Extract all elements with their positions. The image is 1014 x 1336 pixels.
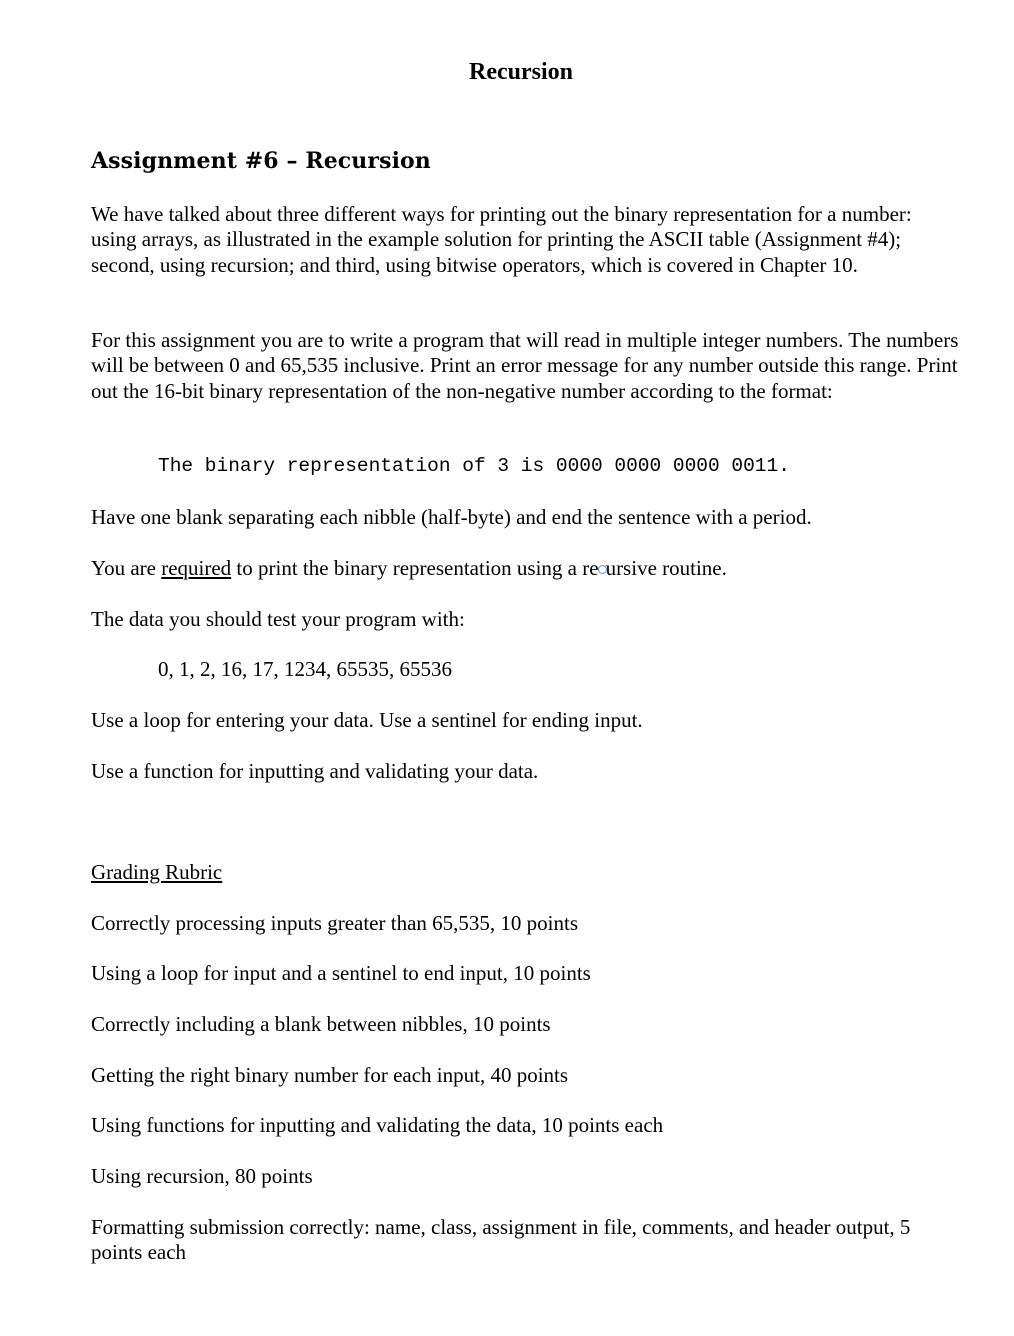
rubric-item: Using recursion, 80 points bbox=[91, 1164, 313, 1188]
test-data-intro: The data you should test your program with: bbox=[91, 607, 465, 631]
required-middle: to print the binary representation using a re bbox=[231, 556, 599, 580]
required-prefix: You are bbox=[91, 556, 162, 580]
rubric-item: Formatting submission correctly: name, class, assignment in file, comments, and header output, 5 points each bbox=[91, 1215, 911, 1265]
rubric-item: Correctly processing inputs greater than 65,535, 10 points bbox=[91, 911, 578, 935]
test-data-values: 0, 1, 2, 16, 17, 1234, 65535, 65536 bbox=[158, 657, 452, 681]
required-emphasis: required bbox=[161, 556, 232, 580]
rubric-item: Using functions for inputting and validating the data, 10 points each bbox=[91, 1113, 664, 1137]
rubric-item: Getting the right binary number for each input, 40 points bbox=[91, 1063, 569, 1087]
intro-paragraph: We have talked about three different ways for printing out the binary representation for a number: using arrays, as illustrated in the example solution for printing the ASCII table (Assignment #4); second, using recursion; and third, using bitwise operators, which is covered in Chapter 10. bbox=[91, 202, 912, 277]
function-note: Use a function for inputting and validating your data. bbox=[91, 759, 539, 783]
loop-note: Use a loop for entering your data. Use a sentinel for ending input. bbox=[91, 708, 643, 732]
assignment-heading: Assignment #6 – Recursion bbox=[91, 148, 431, 174]
format-example: The binary representation of 3 is 0000 0000 0000 0011. bbox=[158, 455, 790, 477]
required-suffix: ursive routine. bbox=[605, 556, 727, 580]
rubric-item: Using a loop for input and a sentinel to end input, 10 points bbox=[91, 961, 591, 985]
nibble-note: Have one blank separating each nibble (half-byte) and end the sentence with a period. bbox=[91, 505, 812, 529]
task-paragraph: For this assignment you are to write a program that will read in multiple integer numbers. The numbers will be between 0 and 65,535 inclusive. Print an error message for any number outside this range. Print out the 16-bit binary representation of the non-negative number according to the format: bbox=[91, 328, 959, 403]
rubric-heading: Grading Rubric bbox=[91, 860, 223, 884]
rubric-item: Correctly including a blank between nibbles, 10 points bbox=[91, 1012, 551, 1036]
required-line bbox=[91, 556, 961, 581]
page-title: Recursion bbox=[469, 59, 573, 85]
